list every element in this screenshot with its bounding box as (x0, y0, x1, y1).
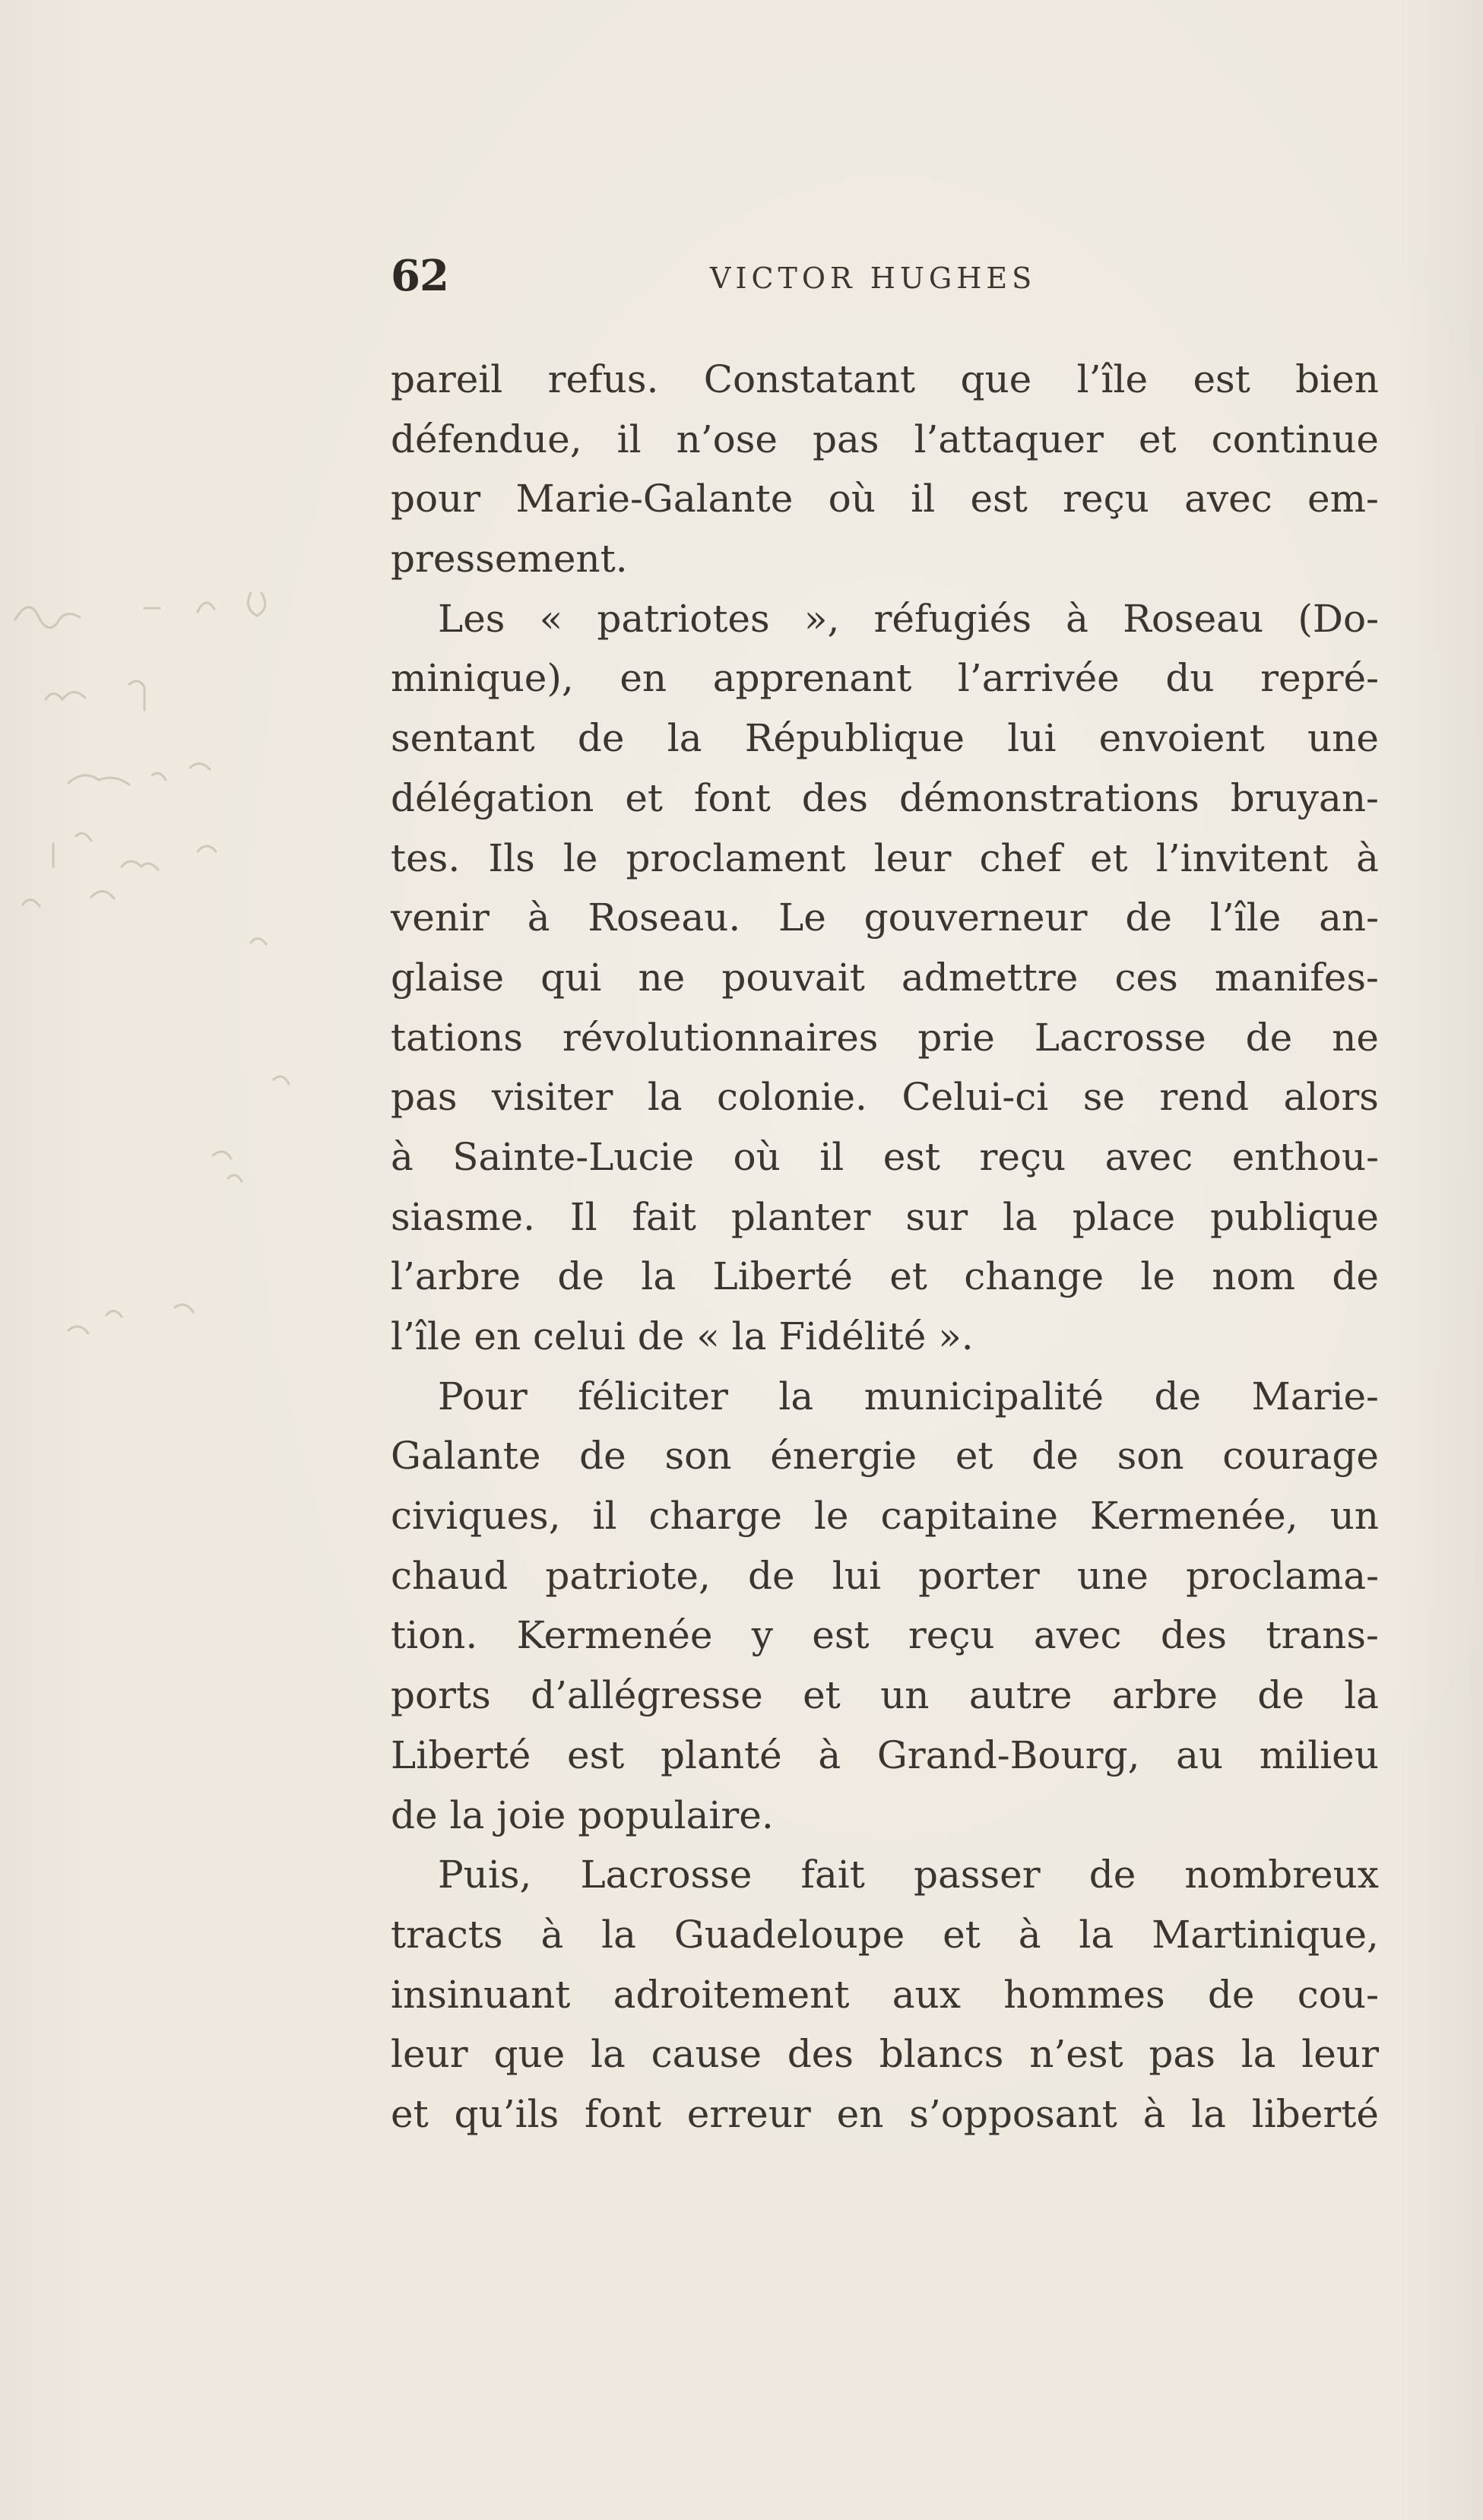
word: Kermenée, (1089, 1494, 1298, 1539)
word: le (1140, 1254, 1175, 1299)
word: Les (438, 596, 505, 641)
word: qui (540, 955, 602, 1000)
word: Guadeloupe (673, 1912, 905, 1957)
text-line (391, 1905, 1379, 1965)
word: n’est (1029, 2032, 1123, 2077)
word: repré- (1260, 656, 1379, 701)
word: fait (800, 1853, 865, 1897)
word: y (751, 1613, 773, 1658)
word: erreur (686, 2091, 811, 2136)
word: il (616, 417, 642, 461)
text-line (391, 1786, 1379, 1846)
word: et (1089, 835, 1128, 880)
word: avec (1033, 1613, 1122, 1658)
text-line (391, 410, 1379, 470)
word: de (748, 1553, 795, 1598)
word: fait (632, 1194, 696, 1239)
word: Liberté (712, 1254, 853, 1299)
text-line (391, 708, 1379, 769)
word: la (667, 716, 702, 761)
word: nom (1212, 1254, 1296, 1299)
word: de (1088, 1853, 1136, 1897)
word: Le (778, 895, 826, 940)
word: est (567, 1732, 625, 1777)
word: l’invitent (1155, 835, 1329, 880)
word: où (733, 1134, 781, 1179)
word: autre (968, 1673, 1073, 1718)
text-line (391, 1067, 1379, 1127)
text-line (391, 1187, 1379, 1247)
word: délégation (391, 775, 594, 820)
text-line-content: l’île en celui de « la Fidélité ». (391, 1314, 974, 1358)
word: capitaine (880, 1494, 1058, 1539)
word: la (778, 1374, 814, 1418)
word: patriotes (597, 596, 770, 641)
word: adroitement (613, 1972, 850, 2017)
text-line (391, 350, 1379, 410)
word: tations (391, 1015, 523, 1060)
word: arbre (1111, 1673, 1218, 1718)
word: la (1002, 1194, 1038, 1239)
word: des (1160, 1613, 1228, 1658)
word: Pour (438, 1374, 528, 1418)
word: enthou- (1231, 1134, 1379, 1179)
word: la (641, 1254, 677, 1299)
word: reçu (1063, 477, 1149, 521)
word: de (1125, 895, 1172, 940)
text-line (391, 1546, 1379, 1606)
word: milieu (1259, 1732, 1379, 1777)
text-line (391, 529, 1379, 589)
word: à (1356, 835, 1379, 880)
word: en (620, 656, 667, 701)
word: porter (918, 1553, 1040, 1598)
word: planter (730, 1194, 871, 1239)
text-line (391, 1127, 1379, 1187)
word: l’île (1209, 895, 1282, 940)
word: sentant (391, 716, 535, 761)
word: Lacrosse (1034, 1015, 1206, 1060)
word: il (911, 477, 936, 521)
word: hommes (1003, 1972, 1165, 2017)
word: son (1117, 1434, 1184, 1479)
word: apprenant (712, 656, 912, 701)
word: blancs (879, 2032, 1004, 2077)
word: des (787, 2032, 854, 2077)
word: liberté (1251, 2091, 1379, 2136)
word: font (693, 775, 771, 820)
word: leur (873, 835, 952, 880)
word: est (883, 1134, 941, 1179)
word: la (647, 1075, 683, 1120)
text-line-content: pressement. (391, 537, 628, 582)
word: manifes- (1214, 955, 1379, 1000)
word: n’ose (676, 417, 778, 461)
text-line (391, 2024, 1379, 2084)
text-line (391, 2084, 1379, 2144)
word: l’attaquer (914, 417, 1104, 461)
word: de (1031, 1434, 1079, 1479)
text-line (391, 469, 1379, 529)
word: à (540, 1912, 564, 1957)
show-through-marks (0, 547, 350, 1460)
word: de (1207, 1972, 1255, 2017)
word: République (744, 716, 965, 761)
word: la (1079, 1912, 1114, 1957)
word: Marie- (1251, 1374, 1379, 1418)
word: la (601, 1912, 636, 1957)
word: colonie. (717, 1075, 867, 1120)
word: qu’ils (454, 2091, 559, 2136)
text-line (391, 1486, 1379, 1546)
word: pas (813, 417, 879, 461)
word: de (557, 1254, 605, 1299)
text-line (391, 1426, 1379, 1486)
word: (Do- (1298, 596, 1379, 641)
word: à (818, 1732, 841, 1777)
word: tes. (391, 835, 461, 880)
word: se (1082, 1075, 1125, 1120)
text-line (391, 1726, 1379, 1786)
running-title: VICTOR HUGHES (710, 262, 1037, 295)
text-line (391, 1606, 1379, 1666)
word: gouverneur (863, 895, 1088, 940)
page-number: 62 (391, 251, 448, 301)
word: à (391, 1134, 414, 1179)
word: démonstrations (898, 775, 1199, 820)
word: la (591, 2032, 626, 2077)
word: prie (917, 1015, 995, 1060)
page-header (391, 251, 1379, 312)
word: venir (391, 895, 490, 940)
word: révolutionnaires (562, 1015, 879, 1060)
word: leur (391, 2032, 468, 2077)
word: « (539, 596, 563, 641)
word: et (943, 1912, 981, 1957)
word: et (803, 1673, 841, 1718)
word: proclament (626, 835, 846, 880)
word: féliciter (578, 1374, 728, 1418)
word: et (955, 1434, 993, 1479)
word: bruyan- (1230, 775, 1379, 820)
word: refus. (547, 357, 659, 401)
word: que (960, 357, 1032, 401)
word: change (964, 1254, 1104, 1299)
word: Liberté (391, 1732, 531, 1777)
word: le (562, 835, 598, 880)
word: Il (569, 1194, 597, 1239)
word: ces (1114, 955, 1178, 1000)
word: visiter (491, 1075, 613, 1120)
word: font (585, 2091, 661, 2136)
word: tion. (391, 1613, 478, 1658)
word: d’allégresse (531, 1673, 763, 1718)
word: Marie-Galante (515, 477, 794, 521)
word: de (1332, 1254, 1379, 1299)
text-line-content: de la joie populaire. (391, 1793, 774, 1837)
word: Ils (488, 835, 535, 880)
word: réfugiés (873, 596, 1031, 641)
word: aux (892, 1972, 961, 2017)
word: civiques, (391, 1494, 561, 1539)
word: minique), (391, 656, 574, 701)
text-line (391, 888, 1379, 948)
text-line (391, 1666, 1379, 1726)
word: patriote, (545, 1553, 711, 1598)
word: de (579, 1434, 626, 1479)
word: de (577, 716, 625, 761)
word: Roseau. (588, 895, 741, 940)
word: de (1245, 1015, 1293, 1060)
word: à (1018, 1912, 1041, 1957)
word: siasme. (391, 1194, 536, 1239)
word: son (664, 1434, 732, 1479)
word: reçu (979, 1134, 1066, 1179)
word: il (819, 1134, 844, 1179)
word: et (391, 2091, 429, 2136)
word: l’arbre (391, 1254, 521, 1299)
word: nombreux (1184, 1853, 1379, 1897)
word: avec (1104, 1134, 1193, 1179)
word: continue (1211, 417, 1379, 461)
text-line (391, 648, 1379, 708)
word: pour (391, 477, 481, 521)
word: em- (1307, 477, 1379, 521)
word: insinuant (391, 1972, 571, 2017)
word: ne (1332, 1015, 1379, 1060)
word: une (1307, 716, 1379, 761)
word: de (1257, 1673, 1304, 1718)
word: des (801, 775, 869, 820)
word: sur (905, 1194, 968, 1239)
word: chaud (391, 1553, 509, 1598)
word: chef (979, 835, 1062, 880)
word: cou- (1297, 1972, 1379, 2017)
word: pareil (391, 357, 503, 401)
word: ne (638, 955, 686, 1000)
word: la (1241, 2032, 1276, 2077)
word: Celui-ci (902, 1075, 1049, 1120)
word: en (836, 2091, 884, 2136)
word: Lacrosse (580, 1853, 753, 1897)
text-line (391, 1008, 1379, 1068)
text-line (391, 589, 1379, 649)
body-text (391, 350, 1379, 2144)
word: leur (1301, 2032, 1379, 2077)
word: lui (832, 1553, 881, 1598)
word: an- (1319, 895, 1379, 940)
word: et (1138, 417, 1177, 461)
word: l’île (1076, 357, 1149, 401)
word: bien (1295, 357, 1379, 401)
word: place (1072, 1194, 1176, 1239)
word: publique (1209, 1194, 1379, 1239)
word: proclama- (1186, 1553, 1379, 1598)
word: au (1176, 1732, 1224, 1777)
word: courage (1222, 1434, 1379, 1479)
word: que (493, 2032, 566, 2077)
text-line (391, 1367, 1379, 1427)
text-line (391, 1965, 1379, 2025)
word: glaise (391, 955, 505, 1000)
word: Grand-Bourg, (876, 1732, 1140, 1777)
text-line (391, 1845, 1379, 1905)
word: passer (913, 1853, 1041, 1897)
word: énergie (770, 1434, 917, 1479)
word: Roseau (1123, 596, 1264, 641)
word: pouvait (721, 955, 865, 1000)
word: Galante (391, 1434, 541, 1479)
word: Sainte-Lucie (452, 1134, 695, 1179)
word: de (1154, 1374, 1202, 1418)
word: rend (1159, 1075, 1250, 1120)
word: pas (391, 1075, 458, 1120)
word: reçu (908, 1613, 995, 1658)
word: lui (1007, 716, 1057, 761)
word: Constatant (703, 357, 916, 401)
word: une (1076, 1553, 1149, 1598)
word: envoient (1098, 716, 1265, 761)
text-line (391, 1307, 1379, 1367)
word: charge (648, 1494, 782, 1539)
word: l’arrivée (957, 656, 1120, 701)
word: planté (661, 1732, 782, 1777)
word: Puis, (438, 1853, 532, 1897)
word: pas (1149, 2032, 1215, 2077)
word: la (1191, 2091, 1226, 2136)
word: avec (1184, 477, 1272, 521)
word: le (813, 1494, 849, 1539)
word: à (1066, 596, 1088, 641)
word: est (970, 477, 1028, 521)
word: il (592, 1494, 617, 1539)
text-line (391, 948, 1379, 1008)
text-line (391, 829, 1379, 889)
text-line (391, 769, 1379, 829)
word: ports (391, 1673, 491, 1718)
word: », (803, 596, 840, 641)
word: municipalité (863, 1374, 1104, 1418)
word: du (1165, 656, 1215, 701)
word: est (812, 1613, 870, 1658)
word: est (1193, 357, 1250, 401)
word: où (828, 477, 876, 521)
word: trans- (1266, 1613, 1379, 1658)
word: et (889, 1254, 927, 1299)
word: un (1329, 1494, 1379, 1539)
word: défendue, (391, 417, 582, 461)
word: s’opposant (909, 2091, 1117, 2136)
word: Martinique, (1152, 1912, 1379, 1957)
word: admettre (901, 955, 1079, 1000)
word: à (1142, 2091, 1166, 2136)
word: à (527, 895, 550, 940)
word: cause (651, 2032, 762, 2077)
word: un (880, 1673, 930, 1718)
word: alors (1283, 1075, 1379, 1120)
text-line (391, 1247, 1379, 1307)
word: Kermenée (516, 1613, 713, 1658)
word: tracts (391, 1912, 503, 1957)
word: la (1344, 1673, 1379, 1718)
word: et (625, 775, 663, 820)
